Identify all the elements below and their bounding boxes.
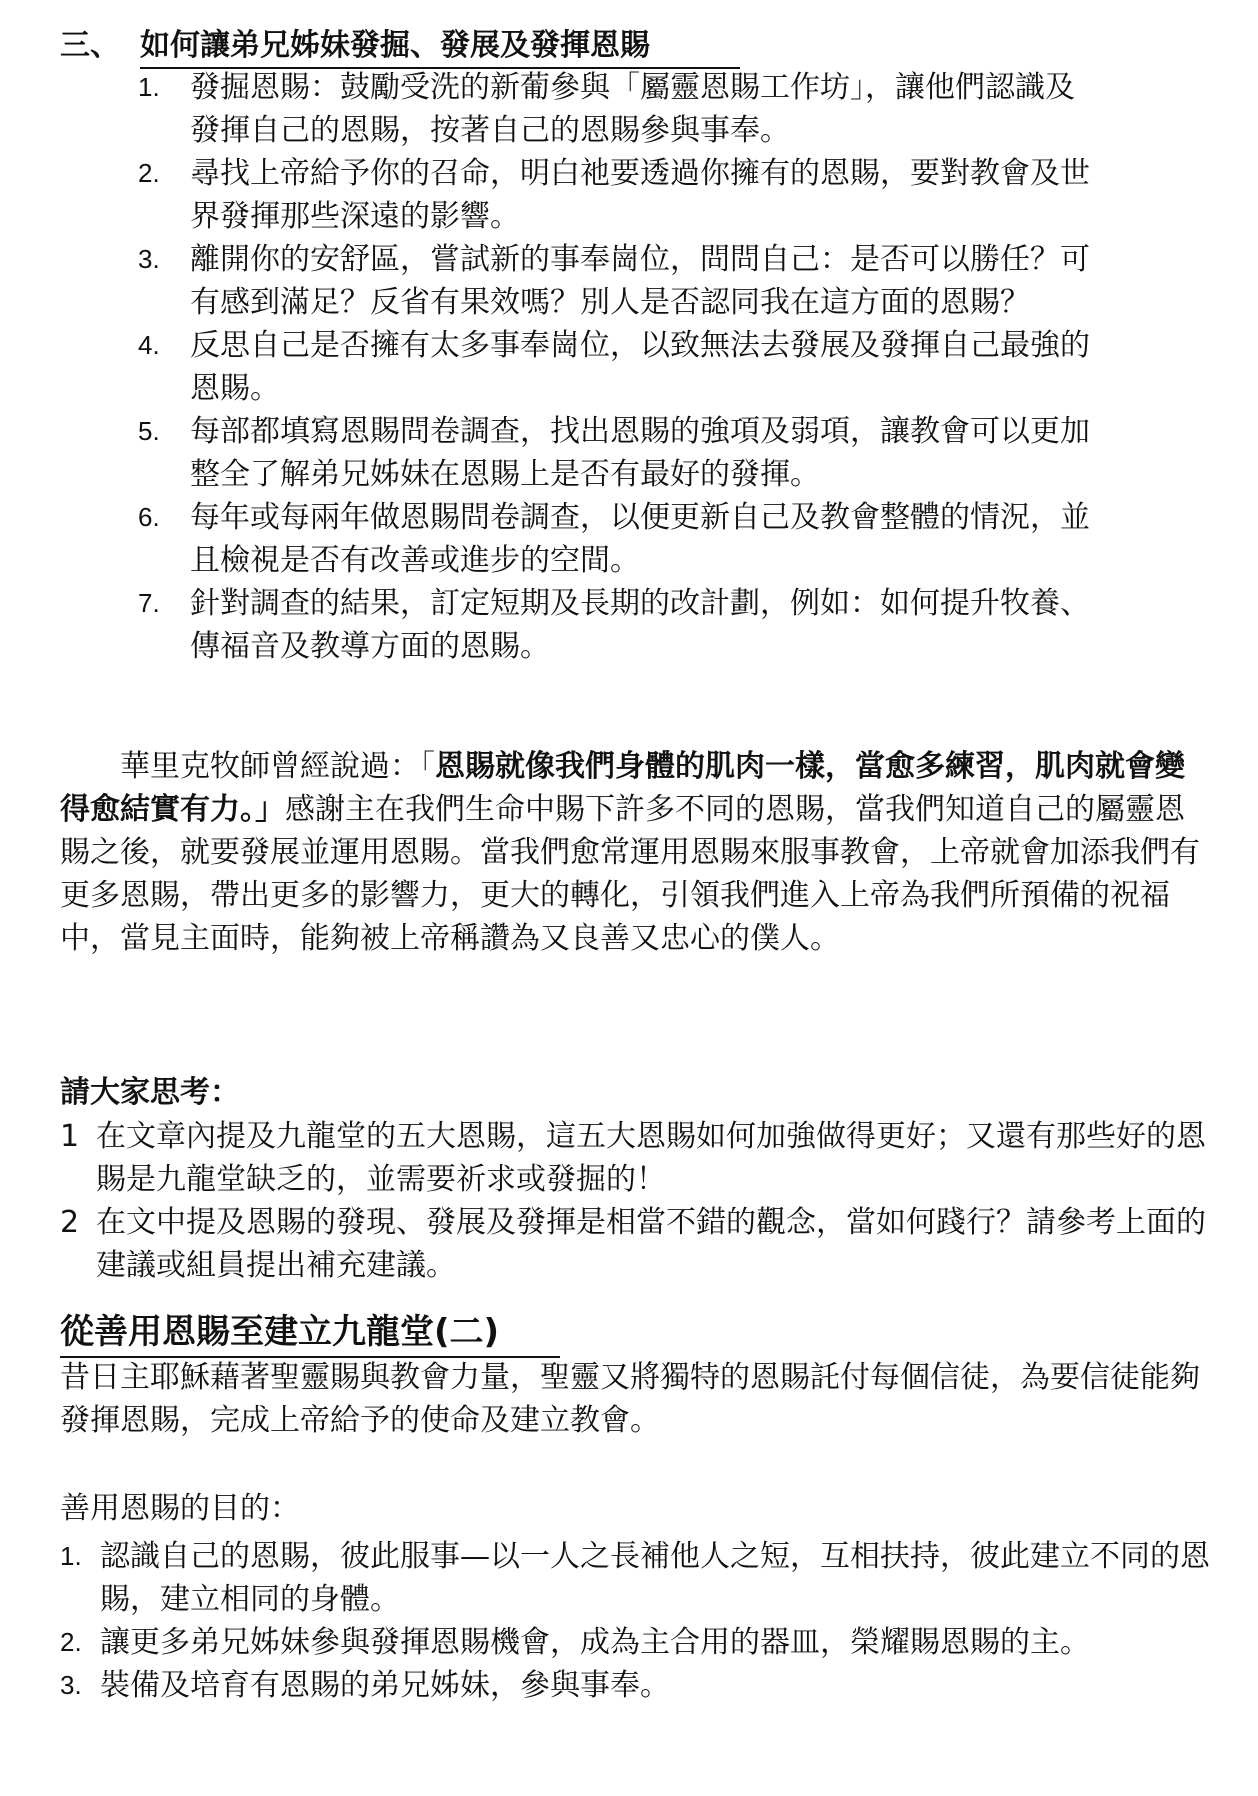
- item-number: 1.: [60, 1541, 82, 1571]
- section3-number: 三、: [60, 28, 120, 63]
- list-item: [138, 582, 1098, 668]
- list-item: [60, 1621, 1210, 1664]
- item-text: 在文章內提及九龍堂的五大恩賜，這五大恩賜如何加強做得更好；又還有那些好的恩賜是九龍堂缺乏的，並需要祈求或發掘的！: [96, 1119, 1206, 1197]
- item-number: 3.: [60, 1670, 82, 1700]
- item-text: 認識自己的恩賜，彼此服事—以一人之長補他人之短，互相扶持，彼此建立不同的恩賜，建立相同的身體。: [100, 1539, 1210, 1617]
- purpose-heading: 善用恩賜的目的：: [60, 1491, 300, 1526]
- item-text: 反思自己是否擁有太多事奉崗位，以致無法去發展及發揮自己最強的恩賜。: [190, 328, 1090, 406]
- list-item: [138, 66, 1098, 152]
- item-number: 7.: [138, 588, 160, 618]
- item-text: 針對調查的結果，訂定短期及長期的改計劃，例如：如何提升牧養、傳福音及教導方面的恩賜。: [190, 586, 1090, 664]
- item-text: 每部都填寫恩賜問卷調查，找出恩賜的強項及弱項，讓教會可以更加整全了解弟兄姊妹在恩賜上是否有最好的發揮。: [190, 414, 1090, 492]
- purpose-list: [60, 1535, 1210, 1707]
- item-number: 2: [60, 1205, 80, 1240]
- reflect-list: [60, 1115, 1210, 1287]
- list-item: [138, 324, 1098, 410]
- list-item: [138, 238, 1098, 324]
- quote-bold: 恩賜就像我們身體的肌肉一樣，當愈多練習，肌肉就會變得愈結實有力。」: [60, 749, 1185, 827]
- section2-intro: 昔日主耶穌藉著聖靈賜與教會力量，聖靈又將獨特的恩賜託付每個信徒，為要信徒能夠發揮恩賜，完成上帝給予的使命及建立教會。: [60, 1360, 1200, 1438]
- item-text: 裝備及培育有恩賜的弟兄姊妹，參與事奉。: [100, 1668, 670, 1703]
- item-text: 讓更多弟兄姊妹參與發揮恩賜機會，成為主合用的器皿，榮耀賜恩賜的主。: [100, 1625, 1090, 1660]
- item-number: 6.: [138, 502, 160, 532]
- quote-paragraph: [60, 745, 1205, 960]
- section3-heading: [60, 26, 740, 69]
- list-item: [60, 1664, 1210, 1707]
- item-text: 在文中提及恩賜的發現、發展及發揮是相當不錯的觀念，當如何踐行？請參考上面的建議或組員提出補充建議。: [96, 1205, 1206, 1283]
- item-text: 發掘恩賜：鼓勵受洗的新葡參與「屬靈恩賜工作坊」，讓他們認識及發揮自己的恩賜，按著自己的恩賜參與事奉。: [190, 70, 1075, 148]
- section3-list: [138, 66, 1098, 668]
- item-number: 3.: [138, 244, 160, 274]
- item-number: 1.: [138, 72, 160, 102]
- quote-lead: 華里克牧師曾經說過：「: [120, 749, 435, 784]
- section3-title: 如何讓弟兄姊妹發掘、發展及發揮恩賜: [140, 26, 740, 69]
- list-item: [60, 1115, 1210, 1201]
- quote-rest: 感謝主在我們生命中賜下許多不同的恩賜，當我們知道自己的屬靈恩賜之後，就要發展並運用恩賜。當我們愈常運用恩賜來服事教會，上帝就會加添我們有更多恩賜，帶出更多的影響力，更大的轉化，引領我們進入上帝為我們所預備的祝福中，當見主面時，能夠被上帝稱讚為又良善又忠心的僕人。: [60, 792, 1200, 956]
- list-item: [138, 410, 1098, 496]
- item-text: 離開你的安舒區，嘗試新的事奉崗位，問問自己：是否可以勝任？可有感到滿足？反省有果效嗎？別人是否認同我在這方面的恩賜？: [190, 242, 1090, 320]
- list-item: [60, 1535, 1210, 1621]
- item-text: 每年或每兩年做恩賜問卷調查，以便更新自己及教會整體的情況，並且檢視是否有改善或進步的空間。: [190, 500, 1090, 578]
- item-text: 尋找上帝給予你的召命，明白祂要透過你擁有的恩賜，要對教會及世界發揮那些深遠的影響。: [190, 156, 1090, 234]
- item-number: 5.: [138, 416, 160, 446]
- list-item: [138, 496, 1098, 582]
- section2-title: 從善用恩賜至建立九龍堂(二): [60, 1312, 500, 1352]
- item-number: 4.: [138, 330, 160, 360]
- list-item: [138, 152, 1098, 238]
- item-number: 2.: [138, 158, 160, 188]
- item-number: 1: [60, 1119, 80, 1154]
- item-number: 2.: [60, 1627, 82, 1657]
- reflect-heading: 請大家思考：: [60, 1075, 240, 1110]
- list-item: [60, 1201, 1210, 1287]
